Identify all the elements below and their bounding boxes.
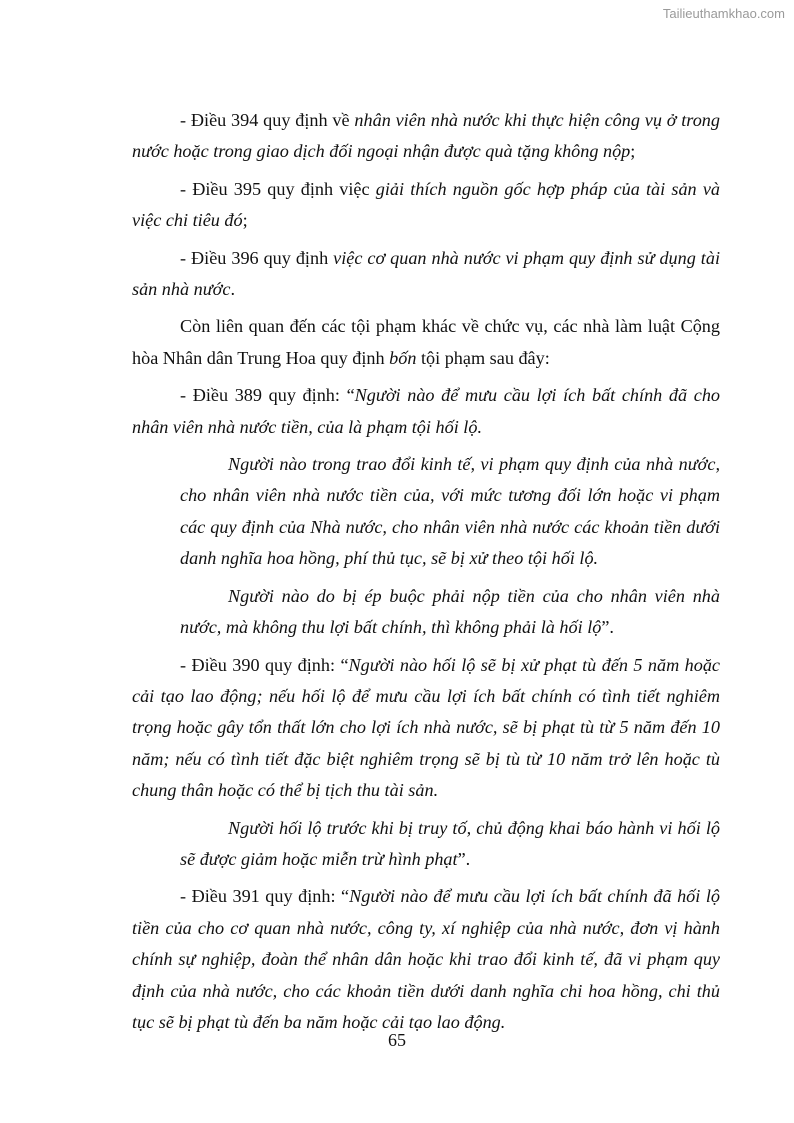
paragraph-article-395: - Điều 395 quy định việc giải thích nguồn gốc hợp pháp của tài sản và việc chi tiêu đó; xyxy=(132,178,720,231)
paragraph-article-391: - Điều 391 quy định: “Người nào để mưu cầu lợi ích bất chính đã hối lộ tiền của cho cơ quan nhà nước, công ty, xí nghiệp của nhà nước, đơn vị hành chính sự nghiệp, đoàn thể nhân dân hoặc khi trao đổi kinh tế, đã vi phạm quy định của nhà nước, cho các khoản tiền dưới danh nghĩa chi hoa hồng, chi thủ tục sẽ bị phạt tù đến ba năm hoặc cải tạo lao động. xyxy=(132,886,720,1032)
quote-article-390-part-2: Người hối lộ trước khi bị truy tố, chủ động khai báo hành vi hối lộ sẽ được giảm hoặc miễn trừ hình phạt”. xyxy=(180,817,720,869)
paragraph-article-389: - Điều 389 quy định: “Người nào để mưu cầu lợi ích bất chính đã cho nhân viên nhà nước tiền, của là phạm tội hối lộ. xyxy=(132,385,721,437)
watermark: Tailieuthamkhao.com xyxy=(662,6,785,21)
paragraph-article-396: - Điều 396 quy định việc cơ quan nhà nước vi phạm quy định sử dụng tài sản nhà nước. xyxy=(132,247,720,300)
page-body xyxy=(132,105,720,1038)
paragraph-article-390: - Điều 390 quy định: “Người nào hối lộ sẽ bị xử phạt tù đến 5 năm hoặc cải tạo lao động; nếu hối lộ để mưu cầu lợi ích bất chính có tình tiết nghiêm trọng hoặc gây tổn thất lớn cho lợi ích nhà nước, sẽ bị phạt tù từ 5 năm đến 10 năm; nếu có tình tiết đặc biệt nghiêm trọng sẽ bị tù từ 10 năm trở lên hoặc tù chung thân hoặc có thể bị tịch thu tài sản. xyxy=(132,654,720,801)
paragraph-intro-other-crimes: Còn liên quan đến các tội phạm khác về chức vụ, các nhà làm luật Cộng hòa Nhân dân Trung Hoa quy định bốn tội phạm sau đây: xyxy=(132,316,720,368)
paragraph-article-394: - Điều 394 quy định về nhân viên nhà nước khi thực hiện công vụ ở trong nước hoặc trong giao dịch đối ngoại nhận được quà tặng không nộp; xyxy=(132,110,720,162)
quote-article-389-part-2: Người nào trong trao đổi kinh tế, vi phạm quy định của nhà nước, cho nhân viên nhà nước tiền của, với mức tương đối lớn hoặc vi phạm các quy định của Nhà nước, cho nhân viên nhà nước các khoản tiền dưới danh nghĩa hoa hồng, phí thủ tục, sẽ bị xử theo tội hối lộ. xyxy=(180,454,720,569)
quote-article-389-part-3: Người nào do bị ép buộc phải nộp tiền của cho nhân viên nhà nước, mà không thu lợi bất chính, thì không phải là hối lộ”. xyxy=(180,585,720,638)
page-number: 65 xyxy=(388,1030,406,1050)
